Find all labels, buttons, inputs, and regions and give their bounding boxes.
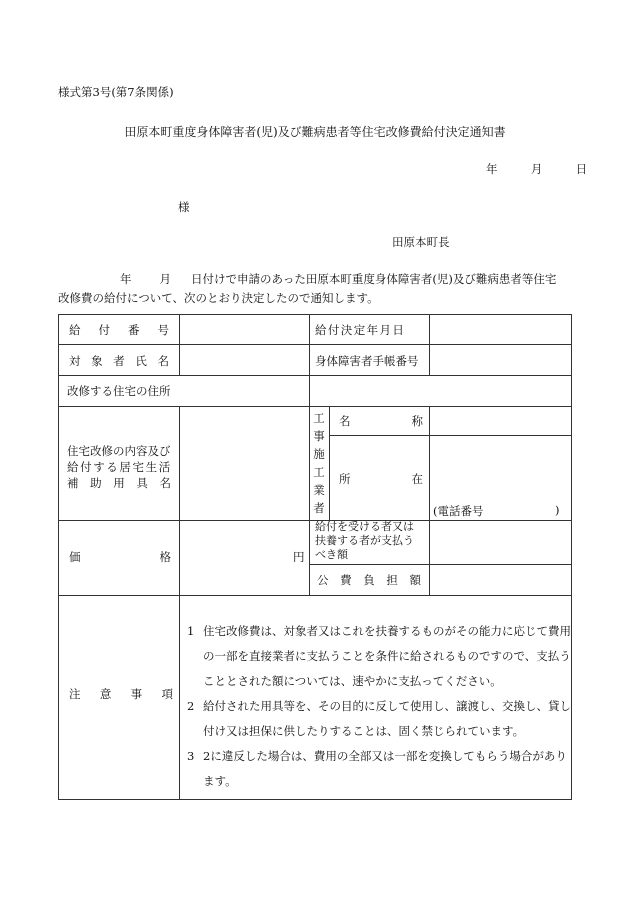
decision-date-label: 給付決定年月日 bbox=[315, 323, 406, 337]
label-char: 名 bbox=[157, 354, 169, 368]
body-line-1-text: 日付けで申請のあった田原本町重度身体障害者(児)及び難病患者等住宅 bbox=[191, 272, 557, 286]
body-month-label: 月 bbox=[159, 272, 171, 286]
notice-body-line-1 bbox=[58, 270, 556, 289]
handbook-number-label: 身体障害者手帳番号 bbox=[315, 354, 419, 368]
form-number: 様式第3号(第7条関係) bbox=[58, 85, 174, 99]
note-number: 2 bbox=[187, 699, 195, 713]
notes-list bbox=[187, 619, 571, 794]
label-char: 価 bbox=[69, 550, 81, 564]
label-char: 象 bbox=[91, 354, 103, 368]
notes-label bbox=[69, 686, 173, 702]
benefit-number-label bbox=[69, 322, 169, 338]
table-rule bbox=[329, 406, 330, 520]
date-year-label: 年 bbox=[486, 162, 498, 176]
note-text: 給付された用具等を、その目的に反して使用し、譲渡し、交換し、貸し付け又は担保に供したりすることは、固く禁じられています。 bbox=[203, 699, 571, 738]
note-number: 1 bbox=[187, 624, 195, 638]
contractor-location-label bbox=[339, 471, 423, 487]
label-char: 具 bbox=[136, 476, 148, 490]
table-rule bbox=[59, 375, 571, 376]
notice-body bbox=[58, 270, 556, 308]
table-rule bbox=[179, 315, 180, 375]
label-char: 在 bbox=[411, 472, 423, 486]
label-char: 補 bbox=[67, 476, 79, 490]
label-char: 事 bbox=[313, 429, 325, 443]
table-rule bbox=[59, 344, 571, 345]
label-char: 項 bbox=[161, 687, 173, 701]
label-char: 格 bbox=[159, 550, 171, 564]
table-rule bbox=[329, 435, 571, 436]
note-item bbox=[187, 694, 571, 744]
date-day-label: 日 bbox=[575, 162, 588, 176]
label-char: 氏 bbox=[135, 354, 147, 368]
label-char: 公 bbox=[317, 573, 329, 587]
label-char: 番 bbox=[128, 323, 140, 337]
label-char: 業 bbox=[313, 483, 325, 497]
label-char: 用 bbox=[113, 476, 125, 490]
label-char: 対 bbox=[69, 354, 81, 368]
content-label-line: 住宅改修の内容及び bbox=[67, 444, 171, 458]
payer-amount-label bbox=[315, 520, 414, 562]
label-char: 工 bbox=[313, 411, 325, 425]
decision-table bbox=[58, 314, 572, 800]
date-month-label: 月 bbox=[530, 162, 543, 176]
table-rule bbox=[309, 315, 310, 595]
contractor-name-label bbox=[339, 413, 423, 429]
label-char: 施 bbox=[313, 447, 325, 461]
note-text: 2に違反した場合は、費用の全部又は一部を変換してもらう場合があります。 bbox=[203, 749, 567, 788]
note-item bbox=[187, 619, 571, 694]
public-burden-label bbox=[317, 572, 421, 588]
label-char: 給 bbox=[69, 323, 81, 337]
table-rule bbox=[309, 564, 571, 565]
sender-name: 田原本町長 bbox=[392, 235, 450, 249]
label-char: 負 bbox=[363, 573, 375, 587]
subject-name-label bbox=[69, 353, 169, 369]
label-char: 助 bbox=[90, 476, 102, 490]
label-char: 所 bbox=[339, 472, 351, 486]
label-char: 名 bbox=[159, 476, 171, 490]
issue-date bbox=[486, 161, 587, 177]
label-char: 工 bbox=[313, 465, 325, 479]
label-char: 号 bbox=[157, 323, 169, 337]
price-label bbox=[69, 549, 171, 565]
document-title: 田原本町重度身体障害者(児)及び難病患者等住宅改修費給付決定通知書 bbox=[124, 125, 506, 139]
addressee-suffix: 様 bbox=[178, 200, 190, 214]
table-rule bbox=[59, 406, 571, 407]
phone-number-close: ) bbox=[555, 503, 560, 517]
label-char: 者 bbox=[113, 354, 125, 368]
label-char: 担 bbox=[386, 573, 398, 587]
payer-amount-line: 給付を受ける者又は bbox=[315, 520, 414, 533]
label-char: 意 bbox=[99, 687, 112, 701]
yen-unit: 円 bbox=[293, 550, 305, 564]
content-label-line: 給付する居宅生活 bbox=[67, 460, 172, 474]
payer-amount-line: 扶養する者が支払う bbox=[315, 534, 414, 547]
label-char: 額 bbox=[409, 573, 421, 587]
note-number: 3 bbox=[187, 749, 195, 763]
label-char: 付 bbox=[98, 323, 110, 337]
note-text: 住宅改修費は、対象者又はこれを扶養するものがその能力に応じて費用の一部を直接業者に支払うことを条件に給されるものですので、支払うこととされた額については、速やかに支払ってください。 bbox=[203, 624, 571, 688]
note-item bbox=[187, 744, 571, 794]
contractor-label bbox=[312, 409, 326, 517]
content-label-line bbox=[67, 475, 171, 491]
label-char: 注 bbox=[69, 687, 81, 701]
label-char: 名 bbox=[339, 414, 351, 428]
payer-amount-line: べき額 bbox=[315, 548, 348, 561]
body-year-label: 年 bbox=[120, 272, 132, 286]
table-rule bbox=[429, 315, 430, 375]
notice-body-line-2: 改修費の給付について、次のとおり決定したので通知します。 bbox=[58, 291, 379, 305]
phone-number-label: (電話番号 bbox=[433, 504, 484, 518]
table-rule bbox=[179, 406, 180, 800]
label-char: 称 bbox=[411, 414, 423, 428]
content-label bbox=[67, 443, 172, 491]
label-char: 者 bbox=[313, 501, 325, 515]
label-char: 費 bbox=[340, 573, 352, 587]
table-rule bbox=[429, 406, 430, 595]
table-rule bbox=[59, 595, 571, 596]
address-label: 改修する住宅の住所 bbox=[67, 384, 171, 398]
label-char: 事 bbox=[130, 687, 143, 701]
